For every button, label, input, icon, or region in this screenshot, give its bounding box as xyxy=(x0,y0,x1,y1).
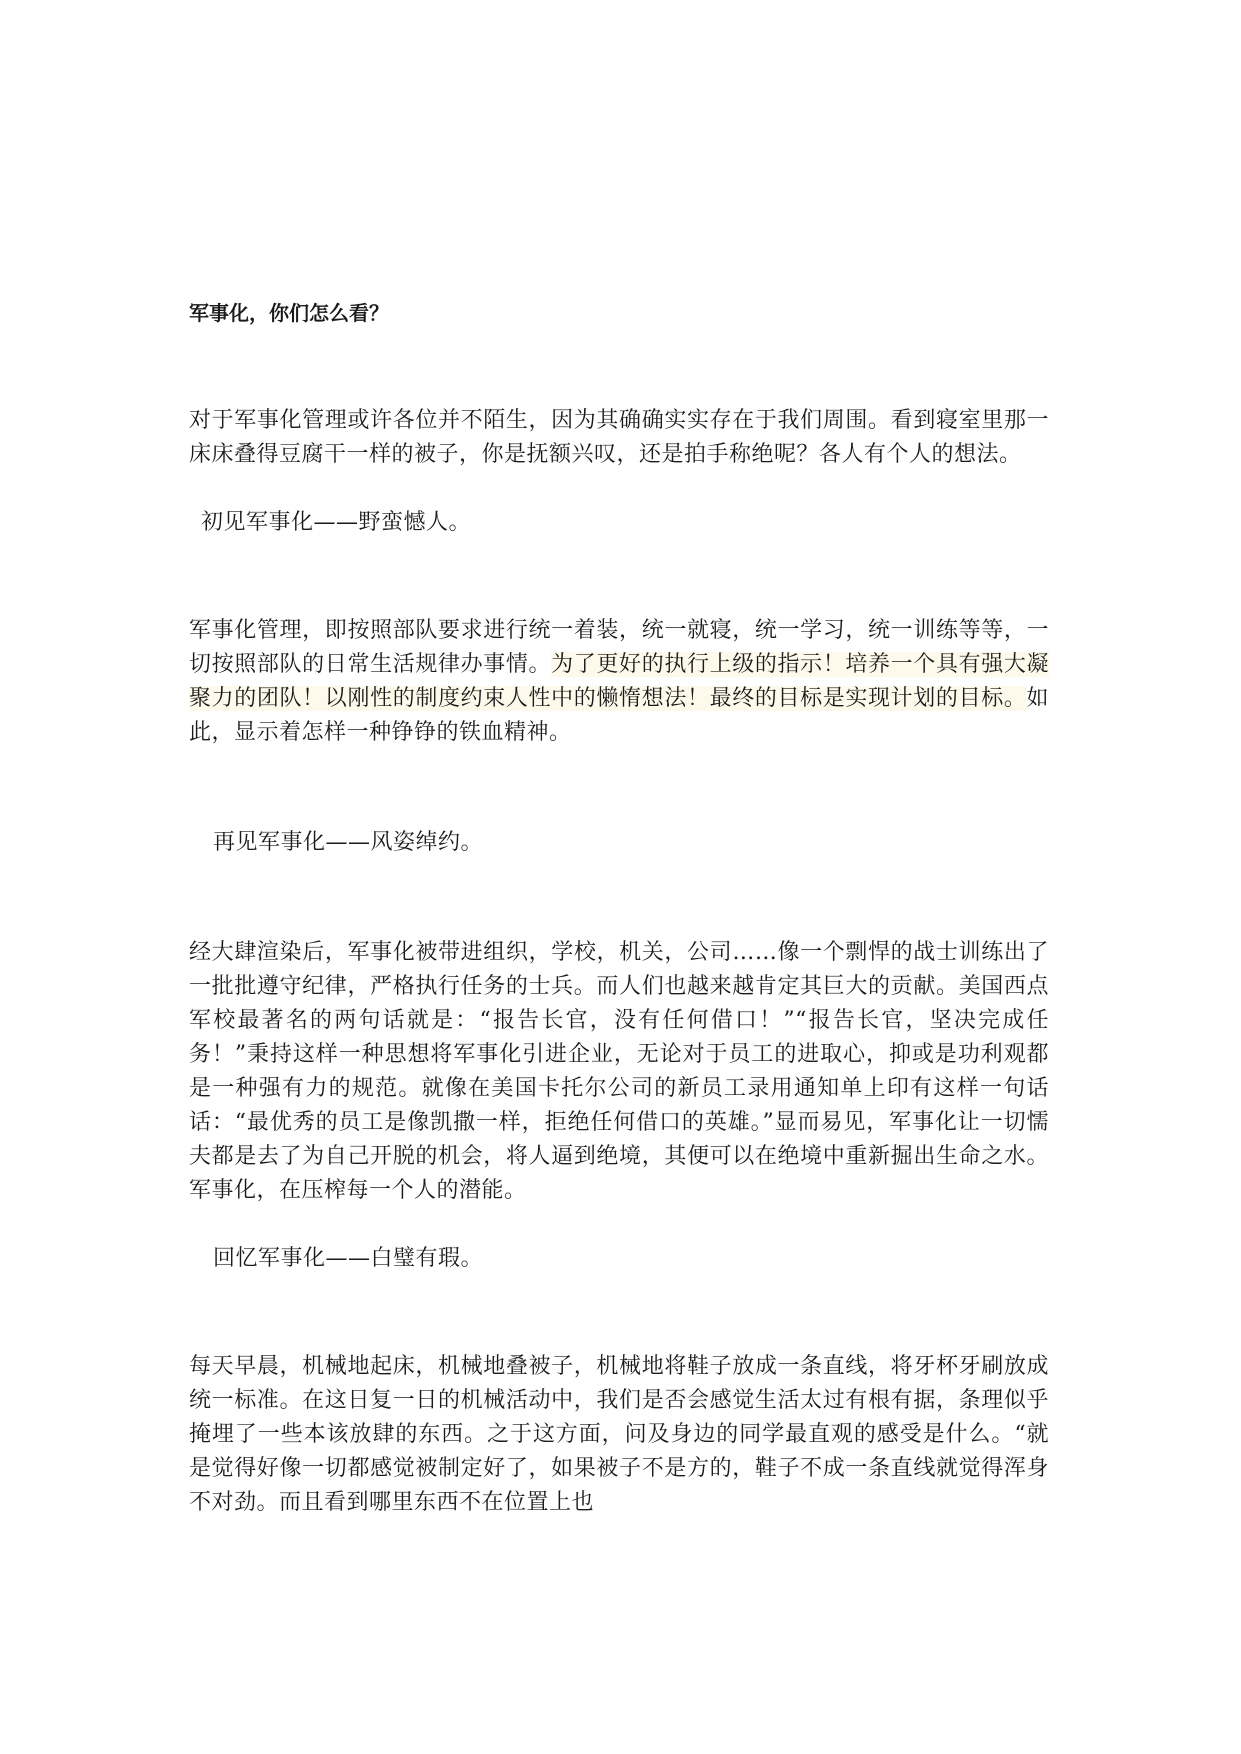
section-paragraph-3: 每天早晨，机械地起床，机械地叠被子，机械地将鞋子放成一条直线，将牙杯牙刷放成统一标准。在这日复一日的机械活动中，我们是否会感觉生活太过有根有据，条理似乎掩埋了一些本该放肆的东西。之于这方面，问及身边的同学最直观的感受是什么。“就是觉得好像一切都感觉被制定好了，如果被子不是方的，鞋子不成一条直线就觉得浑身不对劲。而且看到哪里东西不在位置上也 xyxy=(189,1354,1049,1515)
paragraph-text-plain: 军事化管理，即按照部队要求进行统一着装，统一就寝，统一学习，统一训练等等，一切按照部队的日常生活规律办事情。 xyxy=(189,618,1049,677)
section-paragraph-2: 经大肆渲染后，军事化被带进组织，学校，机关，公司……像一个剽悍的战士训练出了一批批遵守纪律，严格执行任务的士兵。而人们也越来越肯定其巨大的贡献。美国西点军校最著名的两句话就是：“报告长官，没有任何借口！”“报告长官，坚决完成任务！”秉持这样一种思想将军事化引进企业，无论对于员工的进取心，抑或是功利观都是一种强有力的规范。就像在美国卡托尔公司的新员工录用通知单上印有这样一句话话：“最优秀的员工是像凯撒一样，拒绝任何借口的英雄。”显而易见，军事化让一切懦夫都是去了为自己开脱的机会，将人逼到绝境，其便可以在绝境中重新掘出生命之水。军事化，在压榨每一个人的潜能。 xyxy=(189,940,1049,1203)
section-paragraph-1 xyxy=(189,614,1049,750)
section-heading-1: 初见军事化——野蛮憾人。 xyxy=(201,510,472,535)
document-title: 军事化，你们怎么看？ xyxy=(189,301,389,325)
section-heading-3: 回忆军事化——白璧有瑕。 xyxy=(213,1246,484,1271)
paragraph-text-plain: 如此，显示着怎样一种铮铮的铁血精神。 xyxy=(189,686,1049,745)
document-body xyxy=(189,296,1049,1520)
paragraph-text-highlighted: 为了更好的执行上级的指示！培养一个具有强大凝聚力的团队！以刚性的制度约束人性中的懒惰想法！最终的目标是实现计划的目标。 xyxy=(189,652,1049,711)
intro-paragraph: 对于军事化管理或许各位并不陌生，因为其确确实实存在于我们周围。看到寝室里那一床床叠得豆腐干一样的被子，你是抚额兴叹，还是拍手称绝呢？各人有个人的想法。 xyxy=(189,408,1049,467)
section-heading-2: 再见军事化——风姿绰约。 xyxy=(213,830,484,855)
